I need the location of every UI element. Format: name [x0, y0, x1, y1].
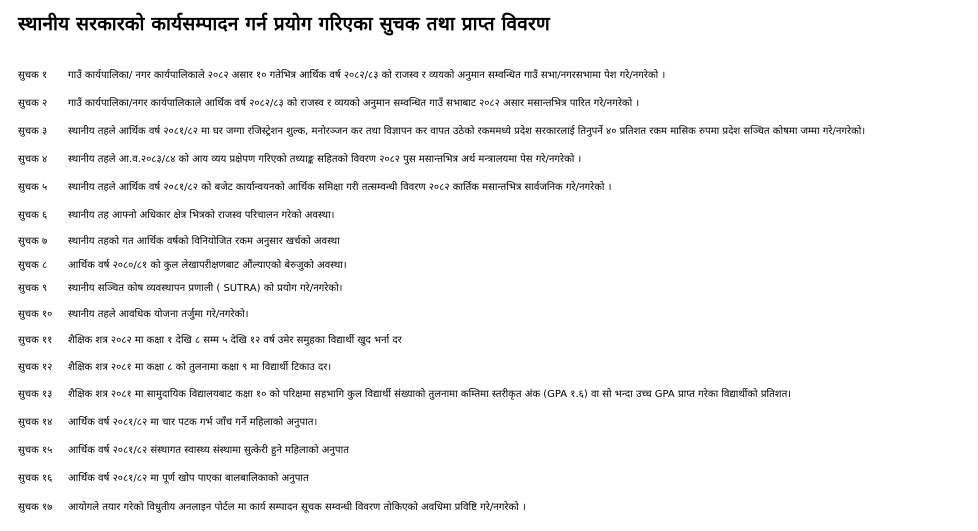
indicator-text: गाउँ कार्यपालिका/नगर कार्यपालिकाले आर्थिक वर्ष २०८२/८३ को राजस्व र व्ययको अनुमान सम्वन्धित गाउँ सभाबाट २०८२ असार मसान्तभित्र पारित गरे/नगरेको ।: [68, 98, 640, 109]
indicator-row: [0, 126, 978, 146]
indicator-label: सुचक ५: [18, 182, 48, 193]
page-title: स्थानीय सरकारको कार्यसम्पादन गर्न प्रयोग गरिएका सुचक तथा प्राप्त विवरण: [18, 13, 550, 35]
indicator-row: [0, 502, 978, 522]
indicator-row: [0, 98, 978, 118]
indicator-text: शैक्षिक शत्र २०८१ मा सामुदायिक विद्यालयबाट कक्षा १० को परिक्षमा सहभागि कुल विद्यार्थी संख्याको तुलनामा कम्तिमा स्तरीकृत अंक (GPA १.६) वा सो भन्दा उच्च GPA प्राप्त गरेका विद्यार्थीको प्रतिशत।: [68, 389, 792, 400]
indicator-row: [0, 210, 978, 230]
indicator-label: सुचक १६: [18, 473, 53, 484]
indicator-label: सुचक १०: [18, 309, 53, 320]
indicator-label: सुचक ८: [18, 260, 48, 271]
indicator-row: [0, 389, 978, 409]
indicator-label: सुचक ७: [18, 236, 48, 247]
indicator-text: शैक्षिक शत्र २०८१ मा कक्षा ८ को तुलनामा कक्षा ९ मा विद्यार्थी टिकाउ दर।: [68, 362, 332, 373]
indicator-text: आर्थिक वर्ष २०८१/८२ संस्थागत स्वास्थ्य संस्थामा सुत्केरी हुने महिलाको अनुपात: [68, 445, 349, 456]
indicator-label: सुचक ६: [18, 210, 48, 221]
indicator-label: सुचक ९: [18, 283, 48, 294]
indicator-label: सुचक १२: [18, 362, 53, 373]
indicator-text: स्थानीय तहले आवधिक योजना तर्जुमा गरे/नगरेको।: [68, 309, 249, 320]
indicator-row: [0, 445, 978, 465]
indicator-row: [0, 182, 978, 202]
indicator-text: आयोगले तयार गरेको विधुतीय अनलाइन पोर्टल मा कार्य सम्पादन सूचक सम्वन्धी विवरण तोकिएको अवधिमा प्रविष्टि गरे/नगरेको ।: [68, 502, 526, 513]
indicator-label: सुचक १: [18, 70, 48, 81]
indicator-row: [0, 154, 978, 174]
indicator-row: [0, 70, 978, 90]
indicator-row: [0, 236, 978, 256]
indicator-text: स्थानीय तहको गत आर्थिक वर्षको विनियोजित रकम अनुसार खर्चको अवस्था: [68, 236, 340, 247]
indicator-text: स्थानीय तहले आ.व.२०८३/८४ को आय व्यय प्रक्षेपण गरिएको तथ्याङ्क सहितको विवरण २०८२ पुस मसान्तभित्र अर्थ मन्त्रालयमा पेस गरे/नगरेको ।: [68, 154, 582, 165]
indicator-row: [0, 283, 978, 303]
indicator-row: [0, 473, 978, 493]
indicator-label: सुचक १५: [18, 445, 53, 456]
indicator-label: सुचक १३: [18, 389, 53, 400]
indicator-text: स्थानीय तहले आर्थिक वर्ष २०८१/८२ को बजेट कार्यान्वयनको आर्थिक समिक्षा गरी तत्सम्वन्धी विवरण २०८२ कार्तिक मसान्तभित्र सार्वजनिक गरे/नगरेको ।: [68, 182, 612, 193]
indicator-text: आर्थिक वर्ष २०८१/८२ मा चार पटक गर्भ जाँच गर्ने महिलाको अनुपात।: [68, 417, 318, 428]
indicator-row: [0, 335, 978, 355]
indicator-row: [0, 260, 978, 280]
indicator-label: सुचक ११: [18, 335, 53, 346]
indicator-text: आर्थिक वर्ष २०८१/८२ मा पूर्ण खोप पाएका बालबालिकाको अनुपात: [68, 473, 309, 484]
indicator-row: [0, 417, 978, 437]
indicator-text: गाउँ कार्यपालिका/ नगर कार्यपालिकाले २०८२ असार १० गतेभित्र आर्थिक वर्ष २०८२/८३ को राजस्व र व्ययको अनुमान सम्वन्धित गाउँ सभा/नगरसभामा पेश गरे/नगरेको ।: [68, 70, 666, 81]
indicator-label: सुचक २: [18, 98, 48, 109]
indicator-label: सुचक ४: [18, 154, 48, 165]
indicator-row: [0, 309, 978, 329]
indicator-text: स्थानीय तह आफ्नो अधिकार क्षेत्र भित्रको राजस्व परिचालन गरेको अवस्था।: [68, 210, 335, 221]
indicator-row: [0, 362, 978, 382]
indicator-label: सुचक १७: [18, 502, 53, 513]
indicator-label: सुचक ३: [18, 126, 48, 137]
indicator-text: स्थानीय सञ्चित कोष व्यवस्थापन प्रणाली ( SUTRA) को प्रयोग गरे/नगरेको।: [68, 283, 343, 294]
indicator-text: स्थानीय तहले आर्थिक वर्ष २०८१/८२ मा घर जग्गा रजिस्ट्रेशन शुल्क, मनोरञ्जन कर तथा विज्ञापन कर वापत उठेको रकममध्ये प्रदेश सरकारलाई तिनुपर्ने ४० प्रतिशत रकम मासिक रुपमा प्रदेश सञ्चित कोषमा जम्मा गरे/नगरेको।: [68, 126, 866, 137]
indicator-text: शैक्षिक शत्र २०८२ मा कक्षा १ देखि ८ सम्म ५ देखि १२ वर्ष उमेर समुहका विद्यार्थी खुद भर्ना दर: [68, 335, 402, 346]
indicator-label: सुचक १४: [18, 417, 53, 428]
indicator-text: आर्थिक वर्ष २०८०/८१ को कुल लेखापरीक्षणबाट औंल्याएको बेरुजुको अवस्था।: [68, 260, 347, 271]
